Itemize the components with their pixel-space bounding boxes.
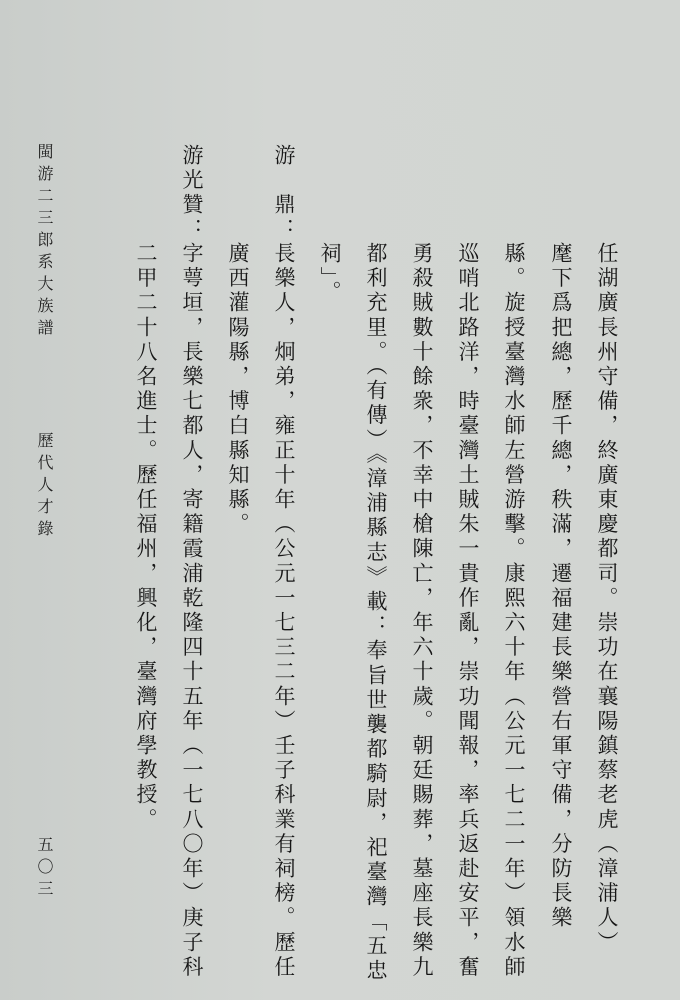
section-title: 歷代人才錄 xyxy=(35,432,54,542)
text-column: 麾下爲把總，歷千總，秩滿，遷福建長樂營右軍守備，分防長樂 xyxy=(549,242,573,931)
page-number: 五〇三 xyxy=(35,836,54,902)
text-column: 二甲二十八名進士。歷任福州，興化，臺灣府學教授。 xyxy=(134,242,158,833)
text-column: 巡哨北路洋，時臺灣土賊朱一貴作亂，崇功聞報，率兵返赴安平，奮 xyxy=(456,242,480,980)
text-column: 任湖廣長州守備，終廣東慶都司。崇功在襄陽鎮蔡老虎（漳浦人） xyxy=(595,242,619,956)
book-title: 閩游二三郎系大族譜 xyxy=(35,143,54,341)
text-column: 縣。旋授臺灣水師左營游擊。康熙六十年（公元一七二一年）領水師 xyxy=(502,242,526,980)
text-column: 廣西灌陽縣，博白縣知縣。 xyxy=(226,242,250,538)
entry-name: 游光贊： xyxy=(180,144,204,243)
text-column: 勇殺賊數十餘衆，不幸中槍陳亡，年六十歲。朝廷賜葬，墓座長樂九 xyxy=(410,242,434,980)
text-column: 祠」。 xyxy=(318,242,342,306)
entry-name: 游 鼎： xyxy=(272,144,296,243)
text-column: 長樂人，炯弟，雍正十年（公元一七三二年）壬子科業有祠榜。歷任 xyxy=(272,242,296,980)
text-column: 都利充里。（有傳）《漳浦縣志》載：奉旨世襲都騎尉，祀臺灣「五忠 xyxy=(364,242,388,984)
text-column: 字萼垣，長樂七都人，寄籍霞浦乾隆四十五年（一七八〇年）庚子科 xyxy=(180,242,204,980)
